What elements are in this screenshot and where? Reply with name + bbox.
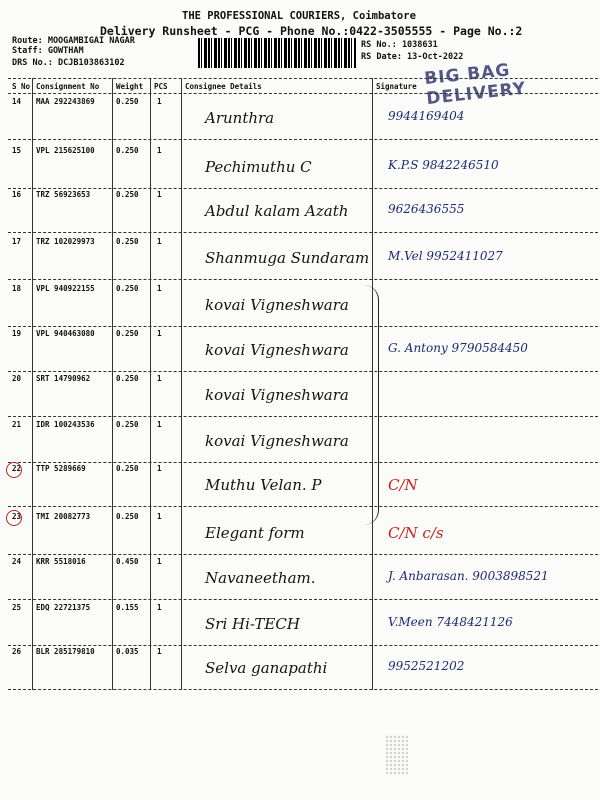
consignment-cell: EDQ 22721375	[36, 603, 91, 612]
consignee-handwriting: kovai Vigneshwara	[205, 341, 349, 359]
row-rule	[8, 188, 598, 189]
barcode	[198, 38, 356, 68]
consignee-handwriting: Pechimuthu C	[205, 158, 312, 176]
col-signature: Signature	[376, 82, 417, 91]
consignee-handwriting: Elegant form	[205, 524, 305, 542]
signature-handwriting: C/N	[388, 476, 418, 494]
pcs-cell: 1	[157, 237, 162, 246]
sno-cell: 17	[12, 237, 22, 246]
pcs-cell: 1	[157, 512, 162, 521]
weight-cell: 0.250	[116, 374, 139, 383]
consignment-cell: TRZ 56923653	[36, 190, 91, 199]
consignee-handwriting: Arunthra	[205, 109, 275, 127]
row-rule	[8, 554, 598, 555]
pcs-cell: 1	[157, 329, 162, 338]
sno-cell: 14	[12, 97, 22, 106]
row-rule	[8, 416, 598, 417]
row-rule	[8, 689, 598, 690]
drs-number: DRS No.: DCJB103863102	[12, 58, 125, 68]
consignment-cell: IDR 100243536	[36, 420, 95, 429]
weight-cell: 0.250	[116, 420, 139, 429]
col-sno: S No	[12, 82, 31, 91]
weight-cell: 0.250	[116, 464, 139, 473]
weight-cell: 0.250	[116, 512, 139, 521]
rs-date: RS Date: 13-Oct-2022	[361, 52, 464, 62]
row-rule	[8, 599, 598, 600]
pcs-cell: 1	[157, 603, 162, 612]
pcs-cell: 1	[157, 374, 162, 383]
consignment-cell: VPL 940922155	[36, 284, 95, 293]
pcs-cell: 1	[157, 420, 162, 429]
runsheet-subtitle: Delivery Runsheet - PCG - Phone No.:0422-3505555 - Page No.:2	[100, 24, 523, 38]
sno-cell: 20	[12, 374, 22, 383]
weight-cell: 0.250	[116, 146, 139, 155]
consignee-handwriting: Sri Hi-TECH	[205, 615, 300, 633]
consignment-cell: SRT 14790962	[36, 374, 91, 383]
sno-cell: 19	[12, 329, 22, 338]
row-rule	[8, 371, 598, 372]
row-rule	[8, 506, 598, 507]
consignment-cell: VPL 940463080	[36, 329, 95, 338]
scan-speckle	[385, 735, 409, 775]
sno-cell: 21	[12, 420, 22, 429]
row-rule	[8, 139, 598, 140]
sno-cell: 24	[12, 557, 22, 566]
consignee-handwriting: kovai Vigneshwara	[205, 432, 349, 450]
col-consignment: Consignment No	[36, 82, 100, 91]
header-rule	[8, 93, 598, 94]
weight-cell: 0.250	[116, 237, 139, 246]
sno-cell: 25	[12, 603, 22, 612]
sno-cell: 23	[12, 512, 22, 521]
pcs-cell: 1	[157, 464, 162, 473]
signature-handwriting: 9952521202	[388, 659, 465, 673]
row-rule	[8, 279, 598, 280]
consignee-handwriting: Abdul kalam Azath	[205, 202, 349, 220]
staff-label: Staff: GOWTHAM	[12, 46, 84, 56]
sno-cell: 15	[12, 146, 22, 155]
weight-cell: 0.250	[116, 97, 139, 106]
weight-cell: 0.250	[116, 329, 139, 338]
pcs-cell: 1	[157, 284, 162, 293]
route-label: Route: MOOGAMBIGAI NAGAR	[12, 36, 135, 46]
page-title: THE PROFESSIONAL COURIERS, Coimbatore	[182, 10, 416, 22]
signature-handwriting: G. Antony 9790584450	[388, 341, 528, 355]
signature-handwriting: J. Anbarasan. 9003898521	[388, 569, 549, 583]
row-rule	[8, 232, 598, 233]
pcs-cell: 1	[157, 647, 162, 656]
weight-cell: 0.250	[116, 284, 139, 293]
sno-cell: 22	[12, 464, 22, 473]
weight-cell: 0.450	[116, 557, 139, 566]
consignment-cell: VPL 215625100	[36, 146, 95, 155]
consignee-handwriting: kovai Vigneshwara	[205, 296, 349, 314]
consignment-cell: MAA 292243869	[36, 97, 95, 106]
consignment-cell: TMI 20082773	[36, 512, 91, 521]
col-consignee: Consignee Details	[185, 82, 262, 91]
grouping-brace	[364, 285, 379, 525]
big-bag-delivery-stamp: BIG BAG DELIVERY	[423, 60, 528, 110]
col-pcs: PCS	[154, 82, 168, 91]
pcs-cell: 1	[157, 97, 162, 106]
row-rule	[8, 462, 598, 463]
pcs-cell: 1	[157, 146, 162, 155]
signature-handwriting: V.Meen 7448421126	[388, 615, 513, 629]
signature-handwriting: C/N c/s	[388, 524, 444, 542]
consignment-cell: KRR 5518016	[36, 557, 86, 566]
sno-cell: 26	[12, 647, 22, 656]
consignee-handwriting: Muthu Velan. P	[205, 476, 322, 494]
row-rule	[8, 326, 598, 327]
consignment-cell: BLR 285179810	[36, 647, 95, 656]
sno-cell: 16	[12, 190, 22, 199]
consignment-cell: TTP 5289669	[36, 464, 86, 473]
header-rule	[8, 78, 598, 79]
weight-cell: 0.035	[116, 647, 139, 656]
circle-mark	[6, 462, 22, 478]
consignee-handwriting: Selva ganapathi	[205, 659, 328, 677]
pcs-cell: 1	[157, 190, 162, 199]
consignee-handwriting: Shanmuga Sundaram	[205, 249, 370, 267]
consignee-handwriting: kovai Vigneshwara	[205, 386, 349, 404]
circle-mark	[6, 510, 22, 526]
signature-handwriting: M.Vel 9952411027	[388, 249, 503, 263]
sno-cell: 18	[12, 284, 22, 293]
signature-handwriting: 9944169404	[388, 109, 465, 123]
weight-cell: 0.250	[116, 190, 139, 199]
row-rule	[8, 645, 598, 646]
signature-handwriting: K.P.S 9842246510	[388, 158, 499, 172]
consignee-handwriting: Navaneetham.	[205, 569, 316, 587]
consignment-cell: TRZ 102029973	[36, 237, 95, 246]
signature-handwriting: 9626436555	[388, 202, 465, 216]
rs-number: RS No.: 1038631	[361, 40, 438, 50]
pcs-cell: 1	[157, 557, 162, 566]
weight-cell: 0.155	[116, 603, 139, 612]
col-weight: Weight	[116, 82, 144, 91]
